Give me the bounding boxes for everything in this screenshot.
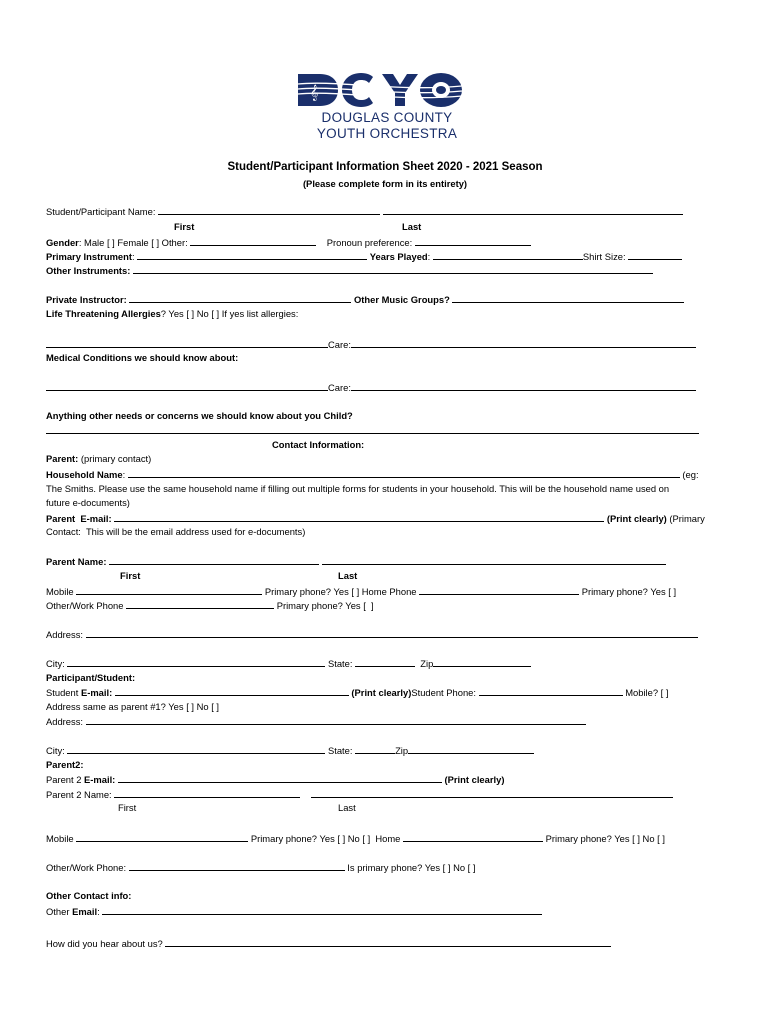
- parent-email-label: Parent E-mail:: [46, 513, 112, 524]
- other-email-label: Email: [72, 906, 98, 917]
- household-note-2: future e-documents): [46, 497, 130, 508]
- parent2-work-row: [46, 861, 476, 873]
- student-last-name-field[interactable]: [383, 205, 683, 215]
- parent-email-row: [46, 512, 705, 524]
- student-first-name-field[interactable]: [158, 205, 380, 215]
- household-row: Household Name: (eg:: [46, 469, 699, 480]
- parent2-email-field[interactable]: [118, 773, 442, 783]
- allergies-field[interactable]: [46, 338, 328, 348]
- contact-section-label: Contact Information:: [272, 439, 365, 450]
- parent-home-phone-field[interactable]: [419, 585, 579, 595]
- parent-work-row: [46, 599, 374, 611]
- medical-care-row: [46, 381, 696, 393]
- gender-row: [46, 236, 531, 248]
- parent-heading-row: [46, 453, 151, 464]
- logo-text-line2: YOUTH ORCHESTRA: [316, 126, 458, 141]
- parent2-first-caption: First: [118, 802, 137, 813]
- parent-last-name-field[interactable]: [322, 555, 666, 565]
- household-eg: (eg:: [682, 469, 699, 480]
- student-city-row: [46, 744, 534, 756]
- other-instruments-row: [46, 264, 653, 276]
- parent2-home-primary[interactable]: Primary phone? Yes [ ] No [ ]: [545, 833, 665, 844]
- other-email-row: Other Email:: [46, 905, 542, 917]
- student-zip-label: Zip: [395, 745, 409, 756]
- parent-zip-field[interactable]: [433, 657, 531, 667]
- other-groups-label: Other Music Groups?: [353, 294, 450, 305]
- allergies-care-row: [46, 338, 696, 350]
- student-phone-field[interactable]: [479, 686, 623, 696]
- parent-mobile-label: Mobile: [46, 586, 74, 597]
- other-email-prefix: Other: [46, 906, 73, 917]
- parent2-email-prefix: Parent 2: [46, 774, 85, 785]
- pronoun-label: Pronoun preference:: [326, 237, 413, 248]
- student-mobile-q[interactable]: Mobile? [ ]: [625, 687, 669, 698]
- other-contact-label: Other Contact info:: [46, 890, 132, 901]
- student-email-field[interactable]: [115, 686, 349, 696]
- other-instruments-label: Other Instruments:: [46, 265, 131, 276]
- other-email-field[interactable]: [102, 905, 542, 915]
- medical-label: Medical Conditions we should know about:: [46, 352, 239, 363]
- care-label: Care:: [328, 339, 351, 350]
- student-email-label: E-mail:: [80, 687, 113, 698]
- instrument-label: Primary Instrument: [46, 251, 132, 262]
- pronoun-field[interactable]: [415, 236, 531, 246]
- instructor-field[interactable]: [129, 293, 351, 303]
- student-email-prefix: Student: [46, 687, 79, 698]
- shirt-label: Shirt Size:: [582, 251, 626, 262]
- parent-email-field[interactable]: [114, 512, 604, 522]
- parent-label: Parent:: [46, 453, 79, 464]
- needs-label: Anything other needs or concerns we should know about you Child?: [46, 410, 353, 421]
- instructor-row: [46, 293, 684, 305]
- parent2-home-field[interactable]: [403, 832, 543, 842]
- other-groups-field[interactable]: [452, 293, 684, 303]
- parent-address-row: [46, 628, 698, 640]
- parent-state-field[interactable]: [355, 657, 415, 667]
- years-field[interactable]: [433, 250, 583, 260]
- hear-about-label: How did you hear about us?: [46, 938, 163, 949]
- parent2-email-row: [46, 773, 504, 785]
- parent-email-note: Contact: This will be the email address used for e-documents): [46, 526, 306, 537]
- parent2-name-row: [46, 788, 673, 800]
- parent-mobile-row: [46, 585, 676, 597]
- needs-field[interactable]: [46, 424, 699, 434]
- years-label: Years Played: [369, 251, 428, 262]
- parent-work-field[interactable]: [126, 599, 274, 609]
- allergies-row: [46, 308, 298, 319]
- parent2-is-primary[interactable]: Is primary phone? Yes [ ] No [ ]: [347, 862, 476, 873]
- needs-row: [46, 424, 699, 436]
- allergies-label: Life Threatening Allergies: [46, 308, 161, 319]
- parent-email-print-clearly: (Print clearly): [606, 513, 667, 524]
- student-email-print-clearly: (Print clearly): [351, 687, 412, 698]
- hear-about-field[interactable]: [165, 937, 611, 947]
- parent2-last-caption: Last: [338, 802, 356, 813]
- household-label: Household Name: [46, 469, 123, 480]
- student-email-row: [46, 686, 668, 698]
- parent2-mobile-label: Mobile: [46, 833, 74, 844]
- instrument-row: Primary Instrument: Years Played: Shirt Size:: [46, 250, 682, 262]
- gender-options[interactable]: : Male [ ] Female [ ] Other:: [78, 237, 191, 248]
- parent2-email-print-clearly: (Print clearly): [444, 774, 505, 785]
- instrument-field[interactable]: [137, 250, 367, 260]
- other-instruments-field[interactable]: [133, 264, 653, 274]
- dcyo-logo: [296, 70, 478, 142]
- student-city-label: City:: [46, 745, 65, 756]
- shirt-field[interactable]: [628, 250, 682, 260]
- gender-label: Gender: [46, 237, 79, 248]
- student-city-field[interactable]: [67, 744, 325, 754]
- parent-city-row: [46, 657, 531, 669]
- parent2-mobile-row: [46, 832, 665, 844]
- parent-note: (primary contact): [78, 453, 152, 464]
- parent2-mobile-field[interactable]: [76, 832, 248, 842]
- parent2-last-name-field[interactable]: [311, 788, 673, 798]
- parent-home-primary[interactable]: Primary phone? Yes [ ]: [581, 586, 677, 597]
- student-zip-field[interactable]: [408, 744, 534, 754]
- parent2-name-label: Parent 2 Name:: [46, 789, 112, 800]
- allergies-care-field[interactable]: [351, 338, 696, 348]
- parent-work-primary[interactable]: Primary phone? Yes [ ]: [276, 600, 374, 611]
- household-field[interactable]: [128, 468, 680, 478]
- parent2-work-field[interactable]: [129, 861, 345, 871]
- parent-name-row: [46, 555, 666, 567]
- parent-first-caption: First: [120, 570, 141, 581]
- dcyo-logo-mark: [296, 70, 478, 110]
- last-caption: Last: [402, 221, 422, 232]
- parent-address-field[interactable]: [86, 628, 698, 638]
- parent-work-label: Other/Work Phone: [46, 600, 124, 611]
- hear-about-row: [46, 937, 611, 949]
- parent2-email-label: E-mail:: [84, 774, 116, 785]
- gender-other-field[interactable]: [190, 236, 316, 246]
- parent-city-field[interactable]: [67, 657, 325, 667]
- same-address-row[interactable]: Address same as parent #1? Yes [ ] No [ ]: [46, 701, 220, 712]
- student-phone-label: Student Phone:: [411, 687, 476, 698]
- parent-city-label: City:: [46, 658, 65, 669]
- parent-first-name-field[interactable]: [109, 555, 319, 565]
- care-label-2: Care:: [328, 382, 351, 393]
- parent-state-label: State:: [327, 658, 353, 669]
- student-address-row: [46, 715, 586, 727]
- svg-text:𝄞: 𝄞: [310, 85, 319, 101]
- parent-last-caption: Last: [338, 570, 358, 581]
- logo-text-line1: DOUGLAS COUNTY: [321, 110, 453, 125]
- first-caption: First: [174, 221, 195, 232]
- medical-field[interactable]: [46, 381, 328, 391]
- parent-mobile-primary[interactable]: Primary phone? Yes [ ] Home Phone: [264, 586, 417, 597]
- page-title: Student/Participant Information Sheet 2020 - 2021 Season: [227, 161, 543, 173]
- student-state-label: State:: [327, 745, 353, 756]
- parent-email-primary: (Primary: [666, 513, 705, 524]
- student-address-field[interactable]: [86, 715, 586, 725]
- medical-care-field[interactable]: [351, 381, 696, 391]
- student-name-label: Student/Participant Name: [46, 206, 153, 217]
- parent-address-label: Address:: [46, 629, 83, 640]
- student-name-row: Student/Participant Name:: [46, 205, 683, 217]
- student-state-field[interactable]: [355, 744, 395, 754]
- parent-zip-label: Zip: [420, 658, 434, 669]
- parent2-first-name-field[interactable]: [114, 788, 300, 798]
- parent-name-label: Parent Name:: [46, 556, 107, 567]
- instructor-label: Private Instructor:: [46, 294, 127, 305]
- allergies-options[interactable]: ? Yes [ ] No [ ] If yes list allergies:: [160, 308, 299, 319]
- parent2-section-label: Parent2:: [46, 759, 84, 770]
- page-subtitle: (Please complete form in its entirety): [302, 178, 468, 189]
- parent2-work-label: Other/Work Phone:: [46, 862, 127, 873]
- student-address-label: Address:: [46, 716, 83, 727]
- participant-section-label: Participant/Student:: [46, 672, 136, 683]
- parent2-mobile-primary[interactable]: Primary phone? Yes [ ] No [ ] Home: [250, 833, 401, 844]
- parent-mobile-field[interactable]: [76, 585, 262, 595]
- household-note-1: The Smiths. Please use the same household name if filling out multiple forms for students in your household. This will be the household name used on: [46, 483, 670, 494]
